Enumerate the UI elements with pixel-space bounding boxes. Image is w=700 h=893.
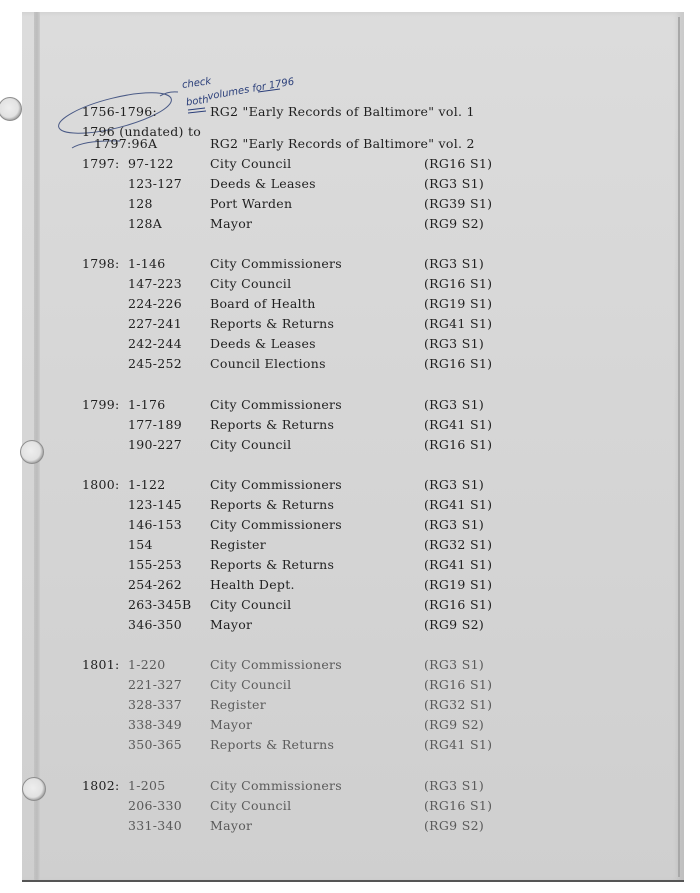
record-name: City Council <box>210 156 292 171</box>
record-name: City Council <box>210 677 292 692</box>
record-range: 97-122 <box>128 156 174 171</box>
record-range: 1-205 <box>128 778 166 793</box>
record-range: 263-345B <box>128 597 192 612</box>
record-ref: (RG16 S1) <box>424 597 493 612</box>
record-name: Mayor <box>210 717 253 732</box>
record-range: 147-223 <box>128 276 183 291</box>
record-ref: (RG16 S1) <box>424 437 493 452</box>
record-range: 331-340 <box>128 818 183 833</box>
record-range: 350-365 <box>128 737 183 752</box>
record-ref: (RG3 S1) <box>424 256 484 271</box>
record-range: 155-253 <box>128 557 183 572</box>
record-ref: (RG39 S1) <box>424 196 493 211</box>
record-ref: (RG16 S1) <box>424 677 493 692</box>
record-range: 206-330 <box>128 798 183 813</box>
record-range: 123-145 <box>128 497 183 512</box>
record-range: 254-262 <box>128 577 183 592</box>
record-name: City Council <box>210 798 292 813</box>
record-name: City Council <box>210 276 292 291</box>
header-entry-label: 1796 (undated) to <box>82 124 202 139</box>
record-ref: (RG32 S1) <box>424 697 493 712</box>
record-ref: (RG3 S1) <box>424 477 484 492</box>
record-range: 338-349 <box>128 717 183 732</box>
annotation-word-both: both <box>185 94 210 109</box>
record-range: 1-176 <box>128 397 166 412</box>
record-name: Reports & Returns <box>210 737 335 752</box>
record-name: City Commissioners <box>210 657 343 672</box>
record-ref: (RG16 S1) <box>424 276 493 291</box>
record-ref: (RG41 S1) <box>424 417 493 432</box>
header-entry-label: 1756-1796: <box>82 104 158 119</box>
year-label: 1802: <box>82 778 120 793</box>
record-range: 128A <box>128 216 163 231</box>
page-bottom-edge <box>22 880 684 882</box>
record-range: 346-350 <box>128 617 183 632</box>
record-name: City Council <box>210 437 292 452</box>
record-ref: (RG32 S1) <box>424 537 493 552</box>
year-label: 1798: <box>82 256 120 271</box>
record-ref: (RG41 S1) <box>424 497 493 512</box>
record-range: 123-127 <box>128 176 183 191</box>
record-range: 128 <box>128 196 153 211</box>
record-ref: (RG3 S1) <box>424 397 484 412</box>
record-name: Reports & Returns <box>210 417 335 432</box>
record-range: 328-337 <box>128 697 183 712</box>
record-name: City Commissioners <box>210 477 343 492</box>
record-ref: (RG19 S1) <box>424 296 493 311</box>
record-name: Deeds & Leases <box>210 176 316 191</box>
year-label: 1797: <box>82 156 120 171</box>
record-ref: (RG16 S1) <box>424 156 493 171</box>
record-ref: (RG9 S2) <box>424 216 484 231</box>
record-name: Mayor <box>210 617 253 632</box>
binder-hole-bottom <box>22 777 46 801</box>
record-range: 1-220 <box>128 657 166 672</box>
record-range: 190-227 <box>128 437 183 452</box>
binder-hole-middle <box>20 440 44 464</box>
record-range: 1-146 <box>128 256 166 271</box>
header-entry-description: RG2 "Early Records of Baltimore" vol. 2 <box>210 136 475 151</box>
record-name: Council Elections <box>210 356 326 371</box>
year-label: 1801: <box>82 657 120 672</box>
record-range: 177-189 <box>128 417 183 432</box>
record-ref: (RG3 S1) <box>424 657 484 672</box>
record-name: Reports & Returns <box>210 557 335 572</box>
record-range: 227-241 <box>128 316 183 331</box>
header-entry-description: RG2 "Early Records of Baltimore" vol. 1 <box>210 104 475 119</box>
record-ref: (RG9 S2) <box>424 818 484 833</box>
record-name: City Commissioners <box>210 778 343 793</box>
record-name: Board of Health <box>210 296 316 311</box>
record-ref: (RG3 S1) <box>424 517 484 532</box>
year-label: 1799: <box>82 397 120 412</box>
record-name: City Commissioners <box>210 397 343 412</box>
record-ref: (RG19 S1) <box>424 577 493 592</box>
record-ref: (RG3 S1) <box>424 336 484 351</box>
record-range: 245-252 <box>128 356 183 371</box>
record-name: Reports & Returns <box>210 497 335 512</box>
header-entry-label: 1797:96A <box>94 136 158 151</box>
record-ref: (RG16 S1) <box>424 798 493 813</box>
record-name: Port Warden <box>210 196 293 211</box>
record-name: Health Dept. <box>210 577 295 592</box>
record-name: City Commissioners <box>210 517 343 532</box>
record-range: 242-244 <box>128 336 183 351</box>
record-ref: (RG3 S1) <box>424 176 484 191</box>
record-name: City Council <box>210 597 292 612</box>
record-name: Register <box>210 697 267 712</box>
record-ref: (RG16 S1) <box>424 356 493 371</box>
record-ref: (RG41 S1) <box>424 557 493 572</box>
record-range: 224-226 <box>128 296 183 311</box>
annotation-text-volumes: volumes for 1796 <box>206 76 296 103</box>
record-name: Mayor <box>210 818 253 833</box>
record-range: 146-153 <box>128 517 183 532</box>
record-range: 1-122 <box>128 477 166 492</box>
record-name: Register <box>210 537 267 552</box>
record-name: City Commissioners <box>210 256 343 271</box>
record-ref: (RG3 S1) <box>424 778 484 793</box>
record-ref: (RG41 S1) <box>424 737 493 752</box>
record-ref: (RG9 S2) <box>424 617 484 632</box>
record-range: 221-327 <box>128 677 183 692</box>
record-ref: (RG41 S1) <box>424 316 493 331</box>
record-name: Mayor <box>210 216 253 231</box>
record-name: Deeds & Leases <box>210 336 316 351</box>
annotation-word-check: check <box>181 76 212 91</box>
record-name: Reports & Returns <box>210 316 335 331</box>
record-range: 154 <box>128 537 153 552</box>
record-ref: (RG9 S2) <box>424 717 484 732</box>
year-label: 1800: <box>82 477 120 492</box>
binder-hole-top <box>0 97 22 121</box>
